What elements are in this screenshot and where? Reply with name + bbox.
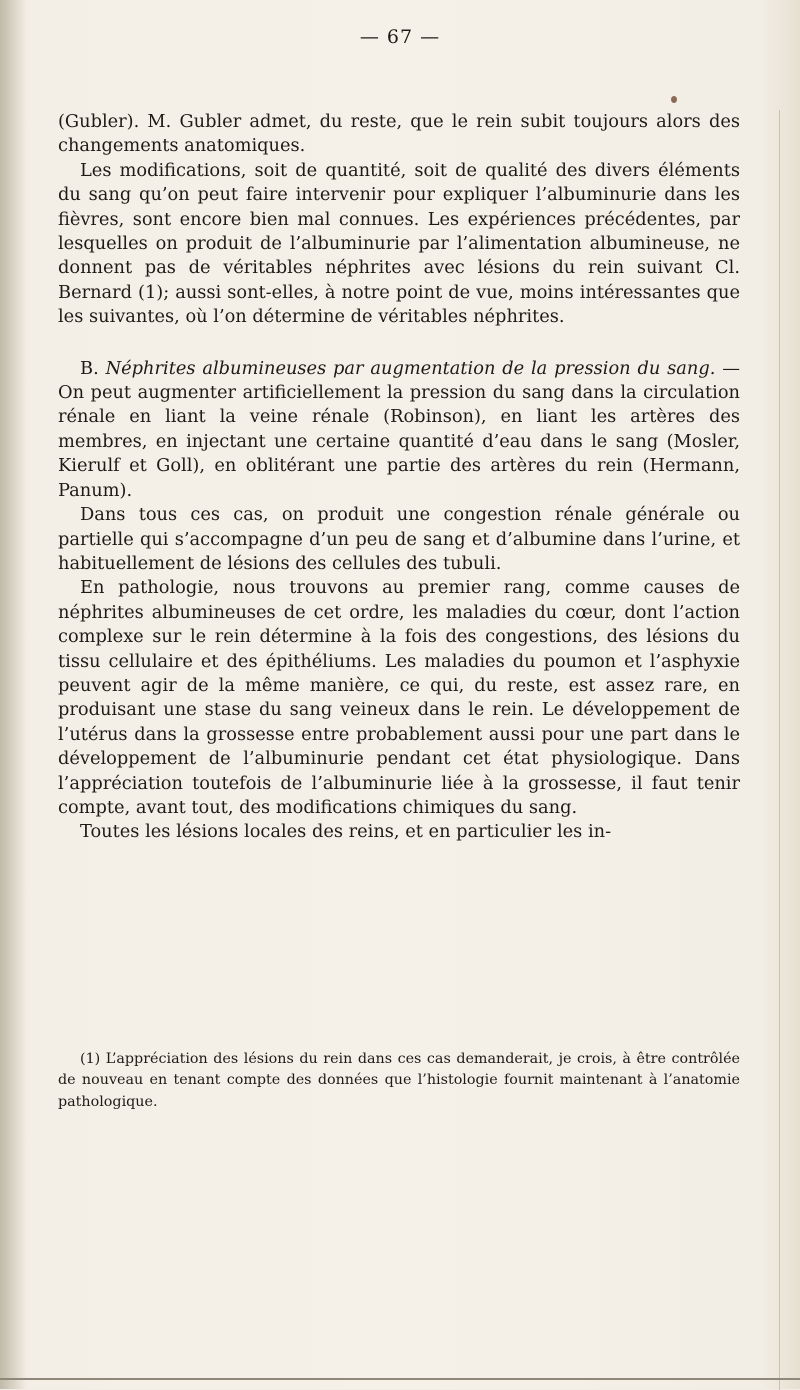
section-b-label: B. [80, 357, 99, 379]
section-b-title: Néphrites albumineuses par augmentation de la pression du sang. [105, 357, 716, 379]
ink-spot [671, 96, 677, 103]
paragraph-continuation: (Gubler). M. Gubler admet, du reste, que le rein subit toujours alors des changements anatomiques. [58, 111, 740, 157]
page-number: — 67 — [359, 26, 441, 48]
paragraph-local-lesions: Toutes les lésions locales des reins, et en particulier les in- [80, 821, 612, 843]
body-text [58, 110, 740, 845]
paragraph-fever-albuminuria: Les modifications, soit de quantité, soit de qualité des divers éléments du sang qu’on peut faire intervenir pour expliquer l’albuminurie dans les fièvres, sont encore bien mal connues. Les expériences précédentes, par lesquelles on produit de l’albuminurie par l’alimentation albumineuse, ne donnent pas de véritables néphrites avec lésions du rein suivant Cl. Bernard (1); aussi sont-elles, à notre point de vue, moins intéressantes que les suivantes, où l’on détermine de véritables néphrites. [58, 159, 740, 328]
page-edge-line [779, 110, 780, 1390]
footnote-text: (1) L’appréciation des lésions du rein dans ces cas demanderait, je crois, à être contrôlée de nouveau en tenant compte des données que l’histologie fournit maintenant à l’anatomie pathologique. [58, 1051, 740, 1110]
section-b-text: — On peut augmenter artificiellement la pression du sang dans la circulation rénale en liant la veine rénale (Robinson), en liant les artères des membres, en injectant une certaine quantité d’eau dans le sang (Mosler, Kierulf et Goll), en oblitérant une partie des artères du rein (Hermann, Panum). [58, 357, 741, 501]
page-bottom-edge [0, 1378, 800, 1380]
section-b-paragraph [58, 357, 740, 503]
paragraph-congestion: Dans tous ces cas, on produit une congestion rénale générale ou partielle qui s’accompagne d’un peu de sang et d’albumine dans l’urine, et habituellement de lésions des cellules des tubuli. [58, 504, 740, 574]
paragraph-pathology: En pathologie, nous trouvons au premier rang, comme causes de néphrites albumineuses de cet ordre, les maladies du cœur, dont l’action complexe sur le rein détermine à la fois des congestions, des lésions du tissu cellulaire et des épithéliums. Les maladies du poumon et l’asphyxie peuvent agir de la même manière, ce qui, du reste, est assez rare, en produisant une stase du sang veineux dans le rein. Le développement de l’utérus dans la grossesse entre probablement aussi pour une part dans le développement de l’albuminurie pendant cet état physiologique. Dans l’appréciation toutefois de l’albuminurie liée à la grossesse, il faut tenir compte, avant tout, des modifications chimiques du sang. [58, 577, 740, 818]
footnote [58, 1049, 740, 1113]
binding-shadow [0, 0, 26, 1389]
